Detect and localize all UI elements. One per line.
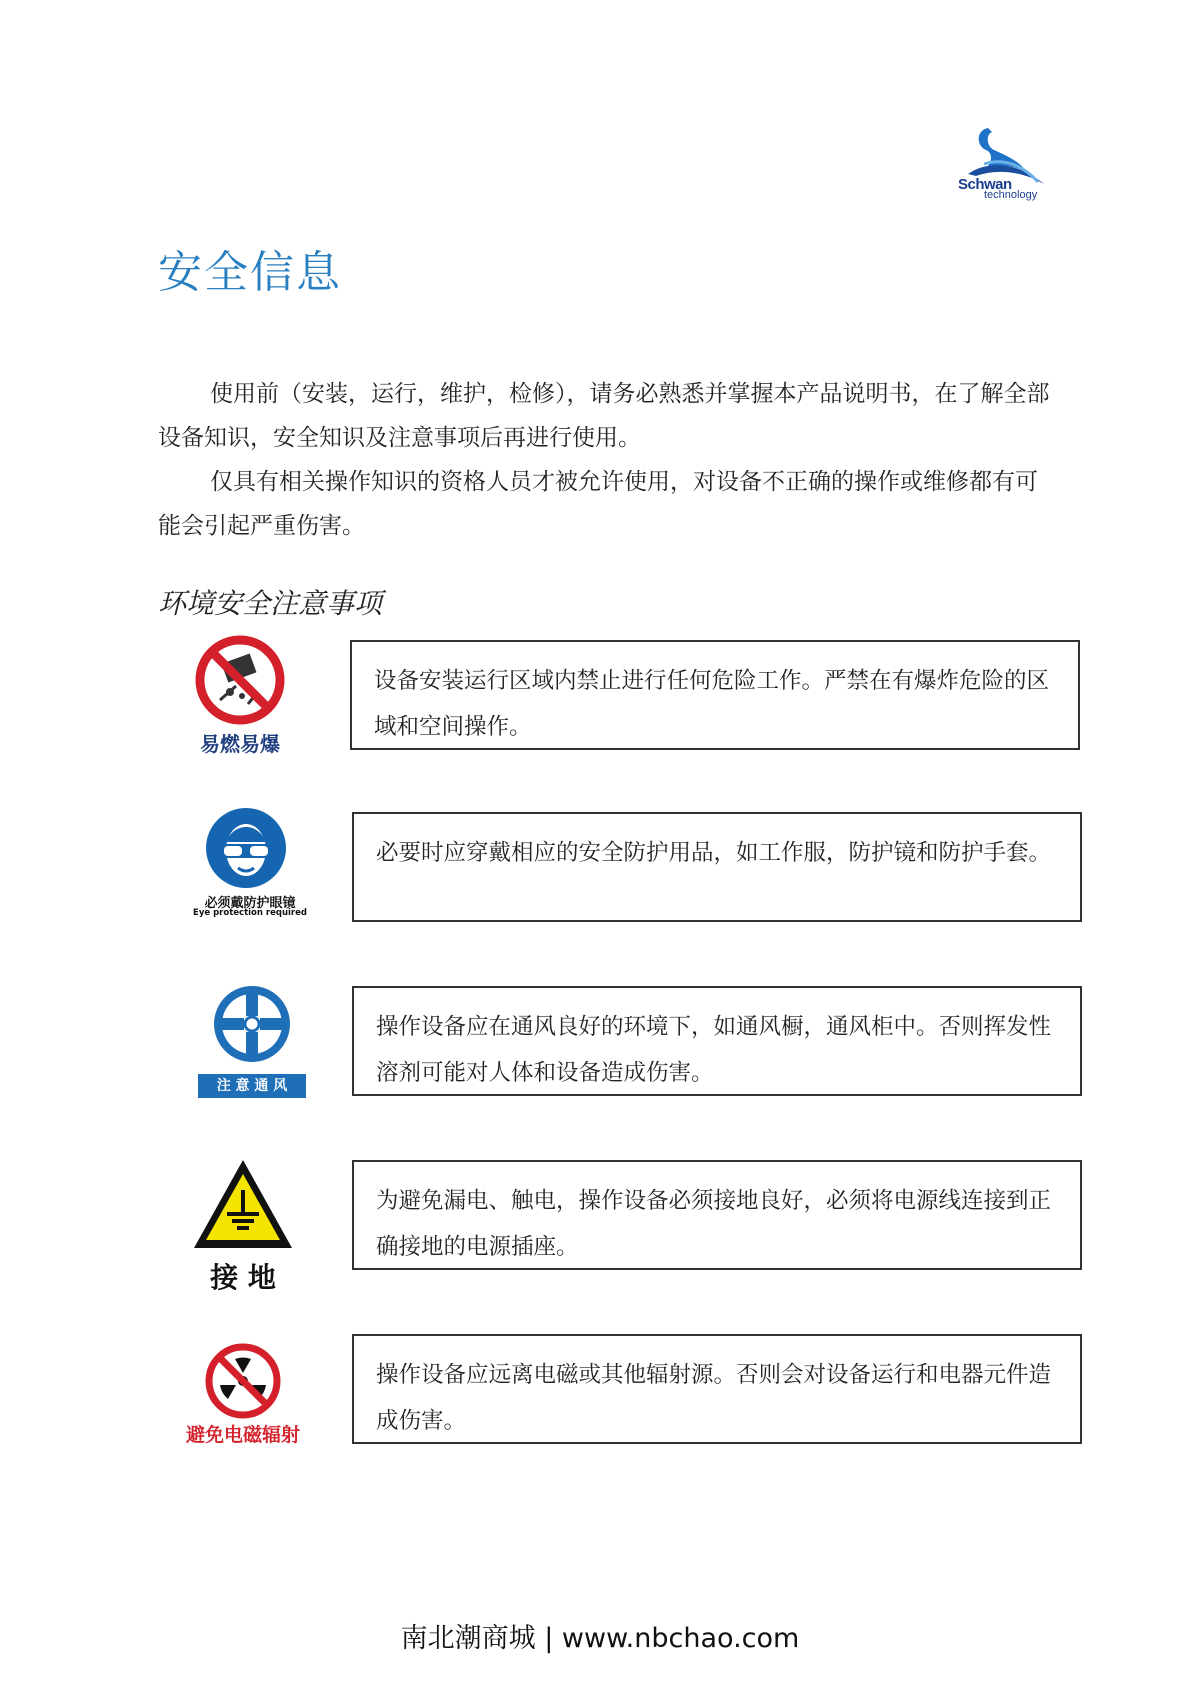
logo-sub: technology <box>984 189 1038 201</box>
intro-text <box>158 372 1058 548</box>
footer-watermark: 南北潮商城 | www.nbchao.com <box>400 1623 800 1654</box>
no-flammable-explosive-icon <box>190 634 290 726</box>
intro-paragraph: 使用前（安装，运行，维护，检修），请务必熟悉并掌握本产品说明书，在了解全部设备知识，安全知识及注意事项后再进行使用。 <box>158 381 1050 451</box>
intro-paragraph: 仅具有相关操作知识的资格人员才被允许使用，对设备不正确的操作或维修都有可能会引起严重伤害。 <box>158 469 1038 539</box>
logo-brand: Schwan <box>958 176 1012 193</box>
grounding-warning-icon <box>190 1156 296 1252</box>
page-title: 安全信息 <box>158 247 342 298</box>
sign-caption-en: Eye protection required <box>193 908 307 918</box>
sign-caption: 注 意 通 风 <box>198 1074 306 1098</box>
section-title: 环境安全注意事项 <box>158 587 383 620</box>
sign-caption: 接 地 <box>210 1261 276 1294</box>
sign-caption: 避免电磁辐射 <box>185 1424 300 1446</box>
logo-text <box>958 176 1037 201</box>
no-radiation-icon <box>204 1342 282 1420</box>
eye-protection-icon <box>204 806 288 890</box>
safety-item-text: 设备安装运行区域内禁止进行任何危险工作。严禁在有爆炸危险的区域和空间操作。 <box>350 640 1080 750</box>
ventilation-icon <box>212 984 292 1064</box>
safety-item-text: 操作设备应远离电磁或其他辐射源。否则会对设备运行和电器元件造成伤害。 <box>352 1334 1082 1444</box>
safety-item-text: 操作设备应在通风良好的环境下，如通风橱，通风柜中。否则挥发性溶剂可能对人体和设备造成伤害。 <box>352 986 1082 1096</box>
safety-item-text: 为避免漏电、触电，操作设备必须接地良好，必须将电源线连接到正确接地的电源插座。 <box>352 1160 1082 1270</box>
safety-item-text: 必要时应穿戴相应的安全防护用品，如工作服，防护镜和防护手套。 <box>352 812 1082 922</box>
sign-caption: 必须戴防护眼镜 <box>204 896 296 911</box>
sign-caption: 易燃易爆 <box>200 732 280 756</box>
